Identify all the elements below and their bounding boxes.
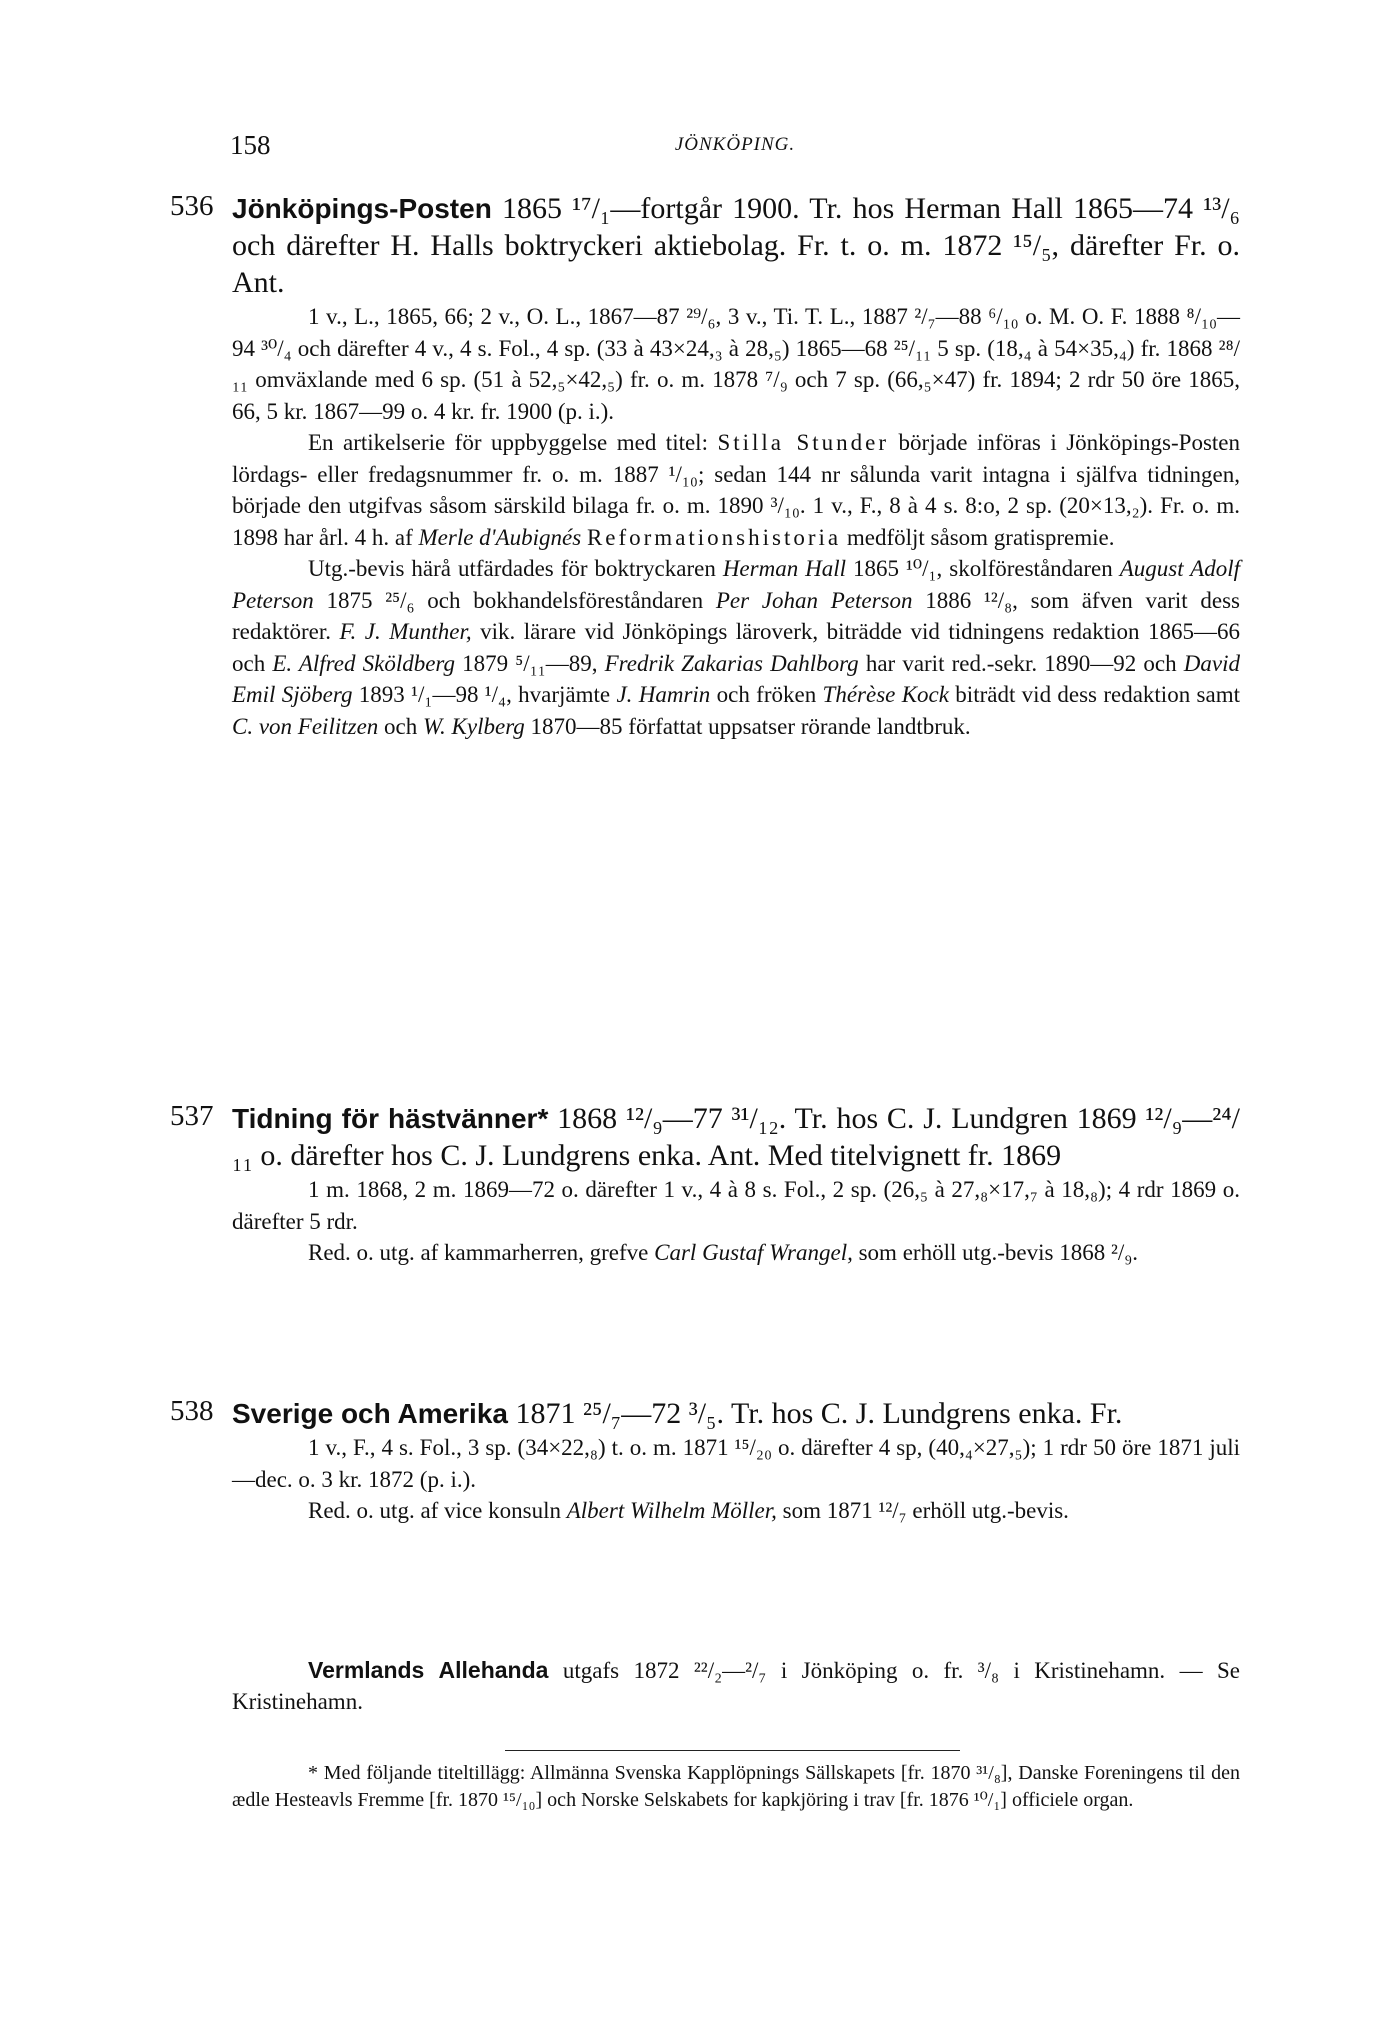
entry-body xyxy=(232,301,1240,742)
cross-reference-note xyxy=(232,1655,1240,1717)
supplement-text-a: En artikelserie för uppbyggelse med titel: xyxy=(308,430,708,455)
person-name: J. Hamrin xyxy=(616,682,711,707)
editors-text: 1893 ¹/₁—98 ¹/₄, hvarjämte xyxy=(352,682,617,707)
entry-heading xyxy=(232,1395,1240,1432)
editors-text-a: Red. o. utg. af vice konsuln xyxy=(308,1498,567,1523)
entry-heading-text: 1871 ²⁵/₇—72 ³/₅. Tr. hos C. J. Lundgrens enka. Fr. xyxy=(515,1397,1123,1430)
editors-text-a: Red. o. utg. af kammarherren, grefve xyxy=(308,1240,655,1265)
supplement-text-b: började införas i Jönköpings-Posten lördags- eller fredagsnummer fr. o. m. 1887 ¹/₁₀; sedan 144 nr sålunda varit intagna i själfva tidningen, började den utgifvas såsom särskild bilaga fr. o. m. 1890 ³/₁₀. 1 v., F., 8 à 4 s. 8:o, 2 sp. (20×13,₂). Fr. o. m. 1898 har årl. 4 h. af xyxy=(232,430,1240,550)
premium-title: Reformationshistoria xyxy=(586,524,842,550)
entry-number: 538 xyxy=(170,1395,214,1427)
entry-body xyxy=(232,1432,1240,1527)
editors-text: och fröken xyxy=(710,682,823,707)
format-paragraph: 1 v., F., 4 s. Fol., 3 sp. (34×22,₈) t. o. m. 1871 ¹⁵/₂₀ o. därefter 4 sp, (40,₄×27,₅); 1 rdr 50 öre 1871 juli—dec. o. 3 kr. 1872 (p. i.). xyxy=(232,1435,1240,1492)
format-paragraph: 1 v., L., 1865, 66; 2 v., O. L., 1867—87 ²⁹/₆, 3 v., Ti. T. L., 1887 ²/₇—88 ⁶/₁₀ o. M. O. F. 1888 ⁸/₁₀—94 ³⁰/₄ och därefter 4 v., 4 s. Fol., 4 sp. (33 à 43×24,₃ à 28,₅) 1865—68 ²⁵/₁₁ 5 sp. (18,₄ à 54×35,₄) fr. 1868 ²⁸/₁₁ omväxlande med 6 sp. (51 à 52,₅×42,₅) fr. o. m. 1878 ⁷/₉ och 7 sp. (66,₅×47) fr. 1894; 2 rdr 50 öre 1865, 66, 5 kr. 1867—99 o. 4 kr. fr. 1900 (p. i.). xyxy=(232,304,1240,424)
editors-text: 1886 ¹²/₈, som äfven varit dess redaktörer. xyxy=(232,587,1240,644)
entry-title: Tidning för hästvänner* xyxy=(232,1103,549,1134)
entry-537 xyxy=(170,1100,1240,1269)
editors-text: biträdt vid dess redaktion samt xyxy=(948,682,1240,707)
note-title: Vermlands Allehanda xyxy=(308,1657,549,1683)
editors-text: Utg.-bevis härå utfärdades för boktryckaren xyxy=(308,556,723,581)
editors-text: har varit red.-sekr. 1890—92 och xyxy=(858,650,1184,676)
person-name: Herman Hall xyxy=(722,556,847,581)
editors-text: 1865 ¹⁰/₁, skolföreståndaren xyxy=(846,556,1120,581)
footnote-divider xyxy=(505,1750,960,1751)
person-name: David Emil Sjöberg xyxy=(232,650,1240,707)
running-title: JÖNKÖPING. xyxy=(674,134,796,155)
editors-text: vik. lärare vid Jönköpings läroverk, biträdde vid tidningens redaktion 1865—66 och xyxy=(232,619,1240,676)
person-name: August Adolf Peterson xyxy=(232,556,1240,613)
person-name: Fredrik Zakarias Dahlborg xyxy=(604,650,859,676)
entry-number: 537 xyxy=(170,1100,214,1132)
person-name: E. Alfred Sköldberg xyxy=(272,650,456,676)
entry-number: 536 xyxy=(170,190,214,222)
entry-536 xyxy=(170,190,1240,742)
entry-538 xyxy=(170,1395,1240,1527)
editors-text-b: som 1871 ¹²/₇ erhöll utg.-bevis. xyxy=(776,1498,1069,1523)
entry-body xyxy=(232,1174,1240,1269)
entry-heading xyxy=(232,190,1240,301)
page-header xyxy=(230,130,1240,170)
note-text: utgafs 1872 ²²/₂—²/₇ i Jönköping o. fr. ³/₈ i Kristinehamn. — Se Kristinehamn. xyxy=(232,1658,1241,1714)
entry-title: Sverige och Amerika xyxy=(232,1398,508,1429)
editors-paragraph xyxy=(232,553,1240,742)
footnote xyxy=(232,1760,1240,1814)
entry-heading-text: 1868 ¹²/₉—77 ³¹/₁₂. Tr. hos C. J. Lundgren 1869 ¹²/₉—²⁴/₁₁ o. därefter hos C. J. Lundgrens enka. Ant. Med titelvignett fr. 1869 xyxy=(232,1102,1240,1172)
person-name: F. J. Munther, xyxy=(339,619,472,644)
editors-text: 1875 ²⁵/₆ och bokhandelsföreståndaren xyxy=(313,587,716,613)
author-name: Merle d'Aubignés xyxy=(418,524,582,550)
supplement-title: Stilla Stunder xyxy=(717,430,890,455)
supplement-paragraph xyxy=(232,427,1240,553)
editor-name: Carl Gustaf Wrangel, xyxy=(654,1240,853,1265)
entry-heading-text: 1865 ¹⁷/₁—fortgår 1900. Tr. hos Herman Hall 1865—74 ¹³/₆ och därefter H. Halls boktryckeri aktiebolag. Fr. t. o. m. 1872 ¹⁵/₅, därefter Fr. o. Ant. xyxy=(232,192,1240,299)
editors-text: och xyxy=(378,713,423,739)
format-paragraph: 1 m. 1868, 2 m. 1869—72 o. därefter 1 v., 4 à 8 s. Fol., 2 sp. (26,₅ à 27,₈×17,₇ à 18,₈); 4 rdr 1869 o. därefter 5 rdr. xyxy=(232,1177,1240,1234)
footnote-text: * Med följande titeltillägg: Allmänna Svenska Kapplöpnings Sällskapets [fr. 1870 ³¹/₈], Danske Foreningens til den ædle Hesteavls Fremme [fr. 1870 ¹⁵/₁₀] och Norske Selskabets for kapkjöring i trav [fr. 1876 ¹⁰/₁] officiele organ. xyxy=(232,1762,1240,1811)
editor-name: Albert Wilhelm Möller, xyxy=(566,1498,777,1523)
person-name: Thérèse Kock xyxy=(822,682,949,707)
person-name: Per Johan Peterson xyxy=(715,587,913,613)
person-name: C. von Feilitzen xyxy=(232,713,379,739)
page-number: 158 xyxy=(230,130,271,160)
person-name: W. Kylberg xyxy=(423,713,525,739)
editors-paragraph xyxy=(232,1237,1240,1269)
editors-text-b: som erhöll utg.-bevis 1868 ²/₉. xyxy=(852,1240,1139,1265)
entry-heading xyxy=(232,1100,1240,1174)
editors-text: 1879 ⁵/₁₁—89, xyxy=(455,650,605,676)
entry-title: Jönköpings-Posten xyxy=(232,193,492,224)
editors-paragraph xyxy=(232,1495,1240,1527)
supplement-text-c: medföljt såsom gratispremie. xyxy=(846,524,1115,550)
editors-text: 1870—85 författat uppsatser rörande landtbruk. xyxy=(524,713,971,739)
